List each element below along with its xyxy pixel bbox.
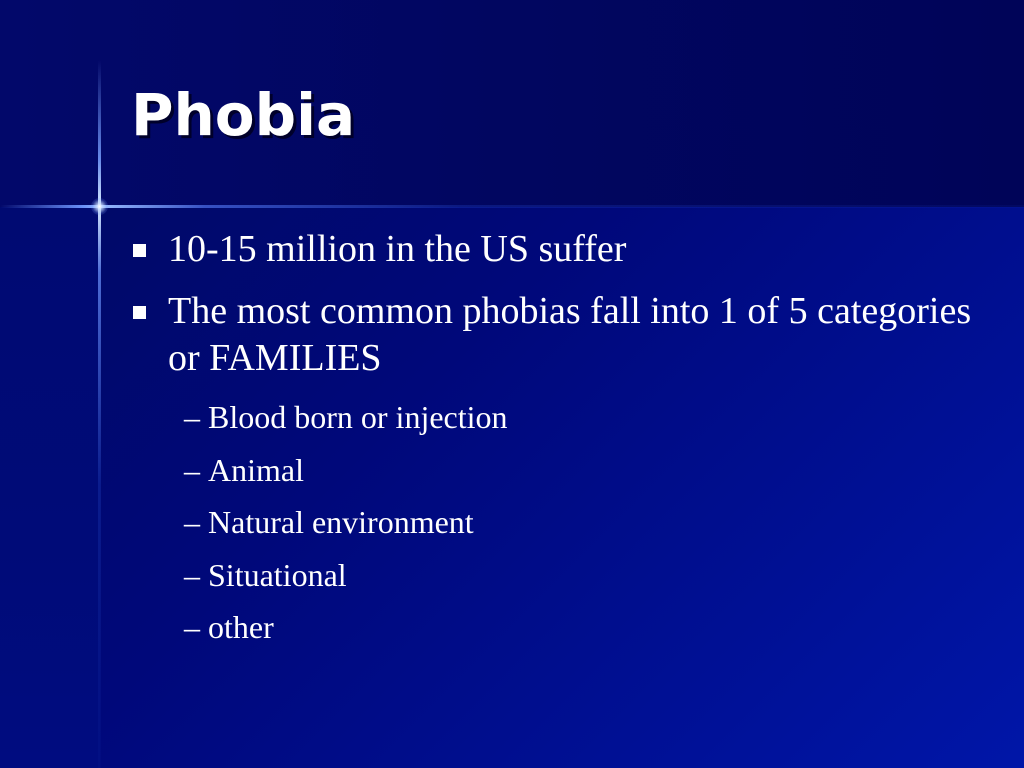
sub-bullet-item <box>132 607 972 647</box>
sub-bullet-item <box>132 502 972 542</box>
sub-bullet-text: Animal <box>208 451 304 488</box>
dash-marker: – <box>184 609 200 645</box>
sub-bullet-text: Blood born or injection <box>208 399 508 435</box>
sub-bullet-text: Situational <box>208 556 347 593</box>
accent-line-horizontal <box>0 205 1024 208</box>
dash-marker: – <box>184 556 200 593</box>
sub-bullet-text: Natural environment <box>208 504 474 540</box>
bullet-text: The most common phobias fall into 1 of 5 categories or FAMILIES <box>168 290 972 379</box>
bullet-text: 10-15 million in the US suffer <box>168 228 627 270</box>
slide-title: Phobia <box>131 81 356 149</box>
dash-marker: – <box>184 399 200 435</box>
bullet-item <box>132 288 972 382</box>
square-bullet-icon <box>133 244 146 257</box>
dash-marker: – <box>184 504 200 540</box>
sparkle-icon <box>91 198 108 215</box>
sub-bullet-text: other <box>208 609 274 645</box>
accent-line-vertical <box>98 60 101 768</box>
left-band <box>0 207 100 768</box>
sub-bullet-item <box>132 555 972 595</box>
square-bullet-icon <box>133 306 146 319</box>
sub-bullet-item <box>132 450 972 490</box>
bullet-item <box>132 226 972 273</box>
bullet-list <box>132 226 972 660</box>
dash-marker: – <box>184 451 200 488</box>
sub-bullet-item <box>132 397 972 437</box>
